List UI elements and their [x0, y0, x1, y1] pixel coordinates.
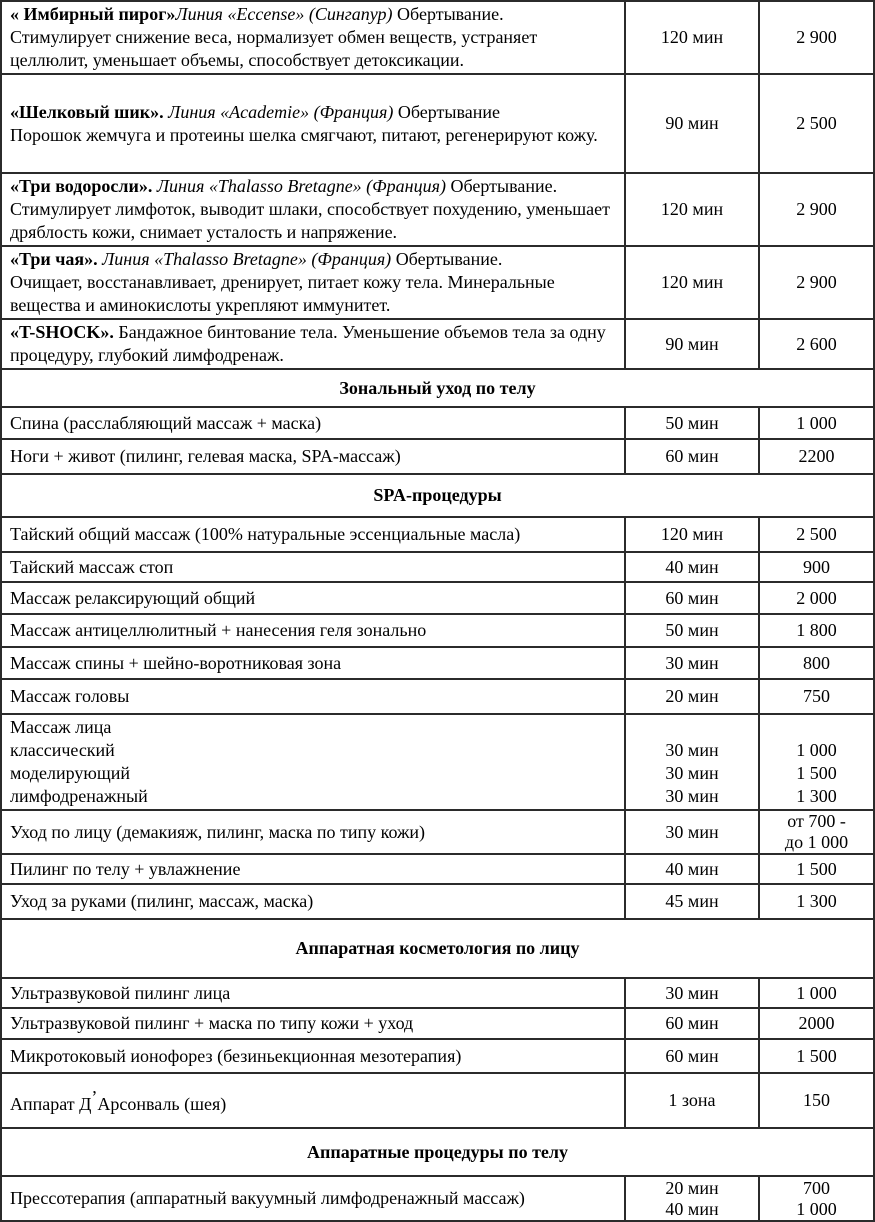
- service-name: «Шелковый шик».: [10, 101, 169, 122]
- service-text: Массаж спины + шейно-воротниковая зона: [10, 652, 342, 673]
- service-text: Обертывание.: [392, 4, 504, 24]
- service-row: [1, 1039, 874, 1073]
- price-cell: 2 900: [759, 246, 874, 319]
- section-header-row: [1, 919, 874, 978]
- price-cell: 2200: [759, 439, 874, 474]
- service-row: [1, 319, 874, 369]
- service-description-cell: [1, 517, 625, 552]
- service-text: Массаж релаксирующий общий: [10, 587, 256, 608]
- price-cell: 750: [759, 679, 874, 714]
- service-text: Уход по лицу (демакияж, пилинг, маска по типу кожи): [10, 821, 426, 842]
- service-row: [1, 74, 874, 173]
- duration-cell: 120 мин: [625, 173, 759, 246]
- section-title: SPA-процедуры: [1, 474, 874, 517]
- service-row: [1, 1, 874, 74]
- price-cell: 150: [759, 1073, 874, 1128]
- service-text: Массаж головы: [10, 686, 130, 706]
- service-row: [1, 439, 874, 474]
- price-cell: 2000: [759, 1008, 874, 1039]
- price-cell: 700 1 000: [759, 1176, 874, 1221]
- price-cell: 1 800: [759, 614, 874, 647]
- price-cell: 1 000: [759, 978, 874, 1008]
- price-table-body: [1, 1, 874, 1221]
- duration-cell: 60 мин: [625, 1008, 759, 1039]
- service-description-cell: [1, 679, 625, 714]
- duration-cell: 60 мин: [625, 582, 759, 614]
- duration-cell: 50 мин: [625, 614, 759, 647]
- service-row: [1, 1073, 874, 1128]
- service-description-cell: [1, 614, 625, 647]
- service-text: ’: [91, 1086, 98, 1107]
- price-cell: 2 900: [759, 1, 874, 74]
- price-cell: 1 300: [759, 884, 874, 919]
- service-text: Очищает, восстанавливает, дренирует, питает кожу тела. Минеральные вещества и аминокислоты укрепляют иммунитет.: [10, 272, 555, 315]
- price-cell: 2 000: [759, 582, 874, 614]
- service-text: Массаж лица: [10, 717, 112, 737]
- service-text: Пилинг по телу + увлажнение: [10, 858, 241, 879]
- service-description-cell: [1, 647, 625, 679]
- service-row: [1, 517, 874, 552]
- service-text: Тайский общий массаж (100% натуральные эссенциальные масла): [10, 524, 521, 544]
- service-text: Обертывание: [393, 101, 500, 122]
- duration-cell: 60 мин: [625, 1039, 759, 1073]
- service-description-cell: [1, 854, 625, 884]
- service-description-cell: [1, 1008, 625, 1039]
- service-row: [1, 810, 874, 854]
- service-description-cell: [1, 407, 625, 439]
- duration-cell: 45 мин: [625, 884, 759, 919]
- service-row: [1, 552, 874, 582]
- price-cell: 900: [759, 552, 874, 582]
- service-name: «Три чая».: [10, 249, 103, 269]
- service-text: Стимулирует лимфоток, выводит шлаки, способствует похудению, уменьшает дряблость кожи, снимает усталость и напряжение.: [10, 199, 610, 242]
- price-cell: 800: [759, 647, 874, 679]
- price-cell: 1 000 1 500 1 300: [759, 714, 874, 810]
- service-text: Обертывание.: [391, 249, 503, 269]
- service-text: Ноги + живот (пилинг, гелевая маска, SPA-массаж): [10, 446, 401, 466]
- price-cell: 1 000: [759, 407, 874, 439]
- service-text: Ультразвуковой пилинг лица: [10, 982, 231, 1003]
- duration-cell: 20 мин: [625, 679, 759, 714]
- price-cell: 2 500: [759, 517, 874, 552]
- service-row: [1, 714, 874, 810]
- section-header-row: [1, 1128, 874, 1176]
- service-text: Тайский массаж стоп: [10, 556, 174, 577]
- duration-cell: 20 мин 40 мин: [625, 1176, 759, 1221]
- service-description-cell: [1, 439, 625, 474]
- service-text: Микротоковый ионофорез (безиньекционная мезотерапия): [10, 1045, 462, 1066]
- service-description-cell: [1, 552, 625, 582]
- duration-cell: 30 мин: [625, 810, 759, 854]
- service-text: Аппарат Д: [10, 1093, 92, 1114]
- duration-cell: 120 мин: [625, 517, 759, 552]
- duration-cell: 90 мин: [625, 74, 759, 173]
- section-title: Аппаратная косметология по лицу: [1, 919, 874, 978]
- service-name: «Три водоросли».: [10, 176, 157, 196]
- service-row: [1, 582, 874, 614]
- service-text: Прессотерапия (аппаратный вакуумный лимфодренажный массаж): [10, 1188, 525, 1208]
- product-line: Линия «Thalasso Bretagne» (Франция): [102, 249, 392, 269]
- duration-cell: 30 мин 30 мин 30 мин: [625, 714, 759, 810]
- price-cell: 2 500: [759, 74, 874, 173]
- service-text: Спина (расслабляющий массаж + маска): [10, 412, 322, 433]
- product-line: Линия «Thalasso Bretagne» (Франция): [156, 176, 446, 196]
- service-description-cell: [1, 74, 625, 173]
- duration-cell: 40 мин: [625, 854, 759, 884]
- service-text: Уход за руками (пилинг, массаж, маска): [10, 891, 314, 911]
- service-row: [1, 173, 874, 246]
- service-text: моделирующий: [10, 763, 130, 783]
- service-description-cell: [1, 978, 625, 1008]
- service-row: [1, 407, 874, 439]
- duration-cell: 60 мин: [625, 439, 759, 474]
- service-row: [1, 978, 874, 1008]
- product-line: Линия «Eccense» (Сингапур): [175, 4, 393, 24]
- duration-cell: 1 зона: [625, 1073, 759, 1128]
- service-row: [1, 884, 874, 919]
- section-title: Аппаратные процедуры по телу: [1, 1128, 874, 1176]
- price-cell: 1 500: [759, 854, 874, 884]
- service-text: Ультразвуковой пилинг + маска по типу кожи + уход: [10, 1013, 414, 1033]
- service-description-cell: [1, 714, 625, 810]
- section-header-row: [1, 474, 874, 517]
- service-description-cell: [1, 582, 625, 614]
- service-description-cell: [1, 1039, 625, 1073]
- duration-cell: 40 мин: [625, 552, 759, 582]
- service-text: классический: [10, 740, 115, 760]
- service-text: Арсонваль (шея): [97, 1093, 227, 1114]
- duration-cell: 120 мин: [625, 246, 759, 319]
- service-description-cell: [1, 246, 625, 319]
- service-row: [1, 246, 874, 319]
- service-row: [1, 1176, 874, 1221]
- service-text: Стимулирует снижение веса, нормализует обмен веществ, устраняет целлюлит, уменьшает объемы, способствует детоксикации.: [10, 27, 538, 70]
- service-row: [1, 614, 874, 647]
- service-row: [1, 1008, 874, 1039]
- price-cell: от 700 - до 1 000: [759, 810, 874, 854]
- service-text: Бандажное бинтование тела. Уменьшение объемов тела за одну процедуру, глубокий лимфодренаж.: [10, 322, 606, 365]
- service-description-cell: [1, 1176, 625, 1221]
- price-cell: 1 500: [759, 1039, 874, 1073]
- service-row: [1, 854, 874, 884]
- service-description-cell: [1, 810, 625, 854]
- service-description-cell: [1, 1073, 625, 1128]
- service-description-cell: [1, 319, 625, 369]
- price-cell: 2 900: [759, 173, 874, 246]
- service-text: лимфодренажный: [10, 786, 148, 806]
- duration-cell: 120 мин: [625, 1, 759, 74]
- price-cell: 2 600: [759, 319, 874, 369]
- service-row: [1, 679, 874, 714]
- service-description-cell: [1, 884, 625, 919]
- duration-cell: 30 мин: [625, 978, 759, 1008]
- service-name: «T-SHOCK».: [10, 322, 119, 342]
- section-title: Зональный уход по телу: [1, 369, 874, 407]
- service-text: Массаж антицеллюлитный + нанесения геля зонально: [10, 620, 427, 640]
- service-name: « Имбирный пирог»: [10, 4, 176, 24]
- service-text: Обертывание.: [445, 176, 558, 196]
- service-description-cell: [1, 173, 625, 246]
- product-line: Линия «Academie» (Франция): [168, 101, 394, 122]
- service-description-cell: [1, 1, 625, 74]
- service-text: Порошок жемчуга и протеины шелка смягчают, питают, регенерируют кожу.: [10, 124, 598, 145]
- duration-cell: 50 мин: [625, 407, 759, 439]
- section-header-row: [1, 369, 874, 407]
- service-row: [1, 647, 874, 679]
- duration-cell: 90 мин: [625, 319, 759, 369]
- duration-cell: 30 мин: [625, 647, 759, 679]
